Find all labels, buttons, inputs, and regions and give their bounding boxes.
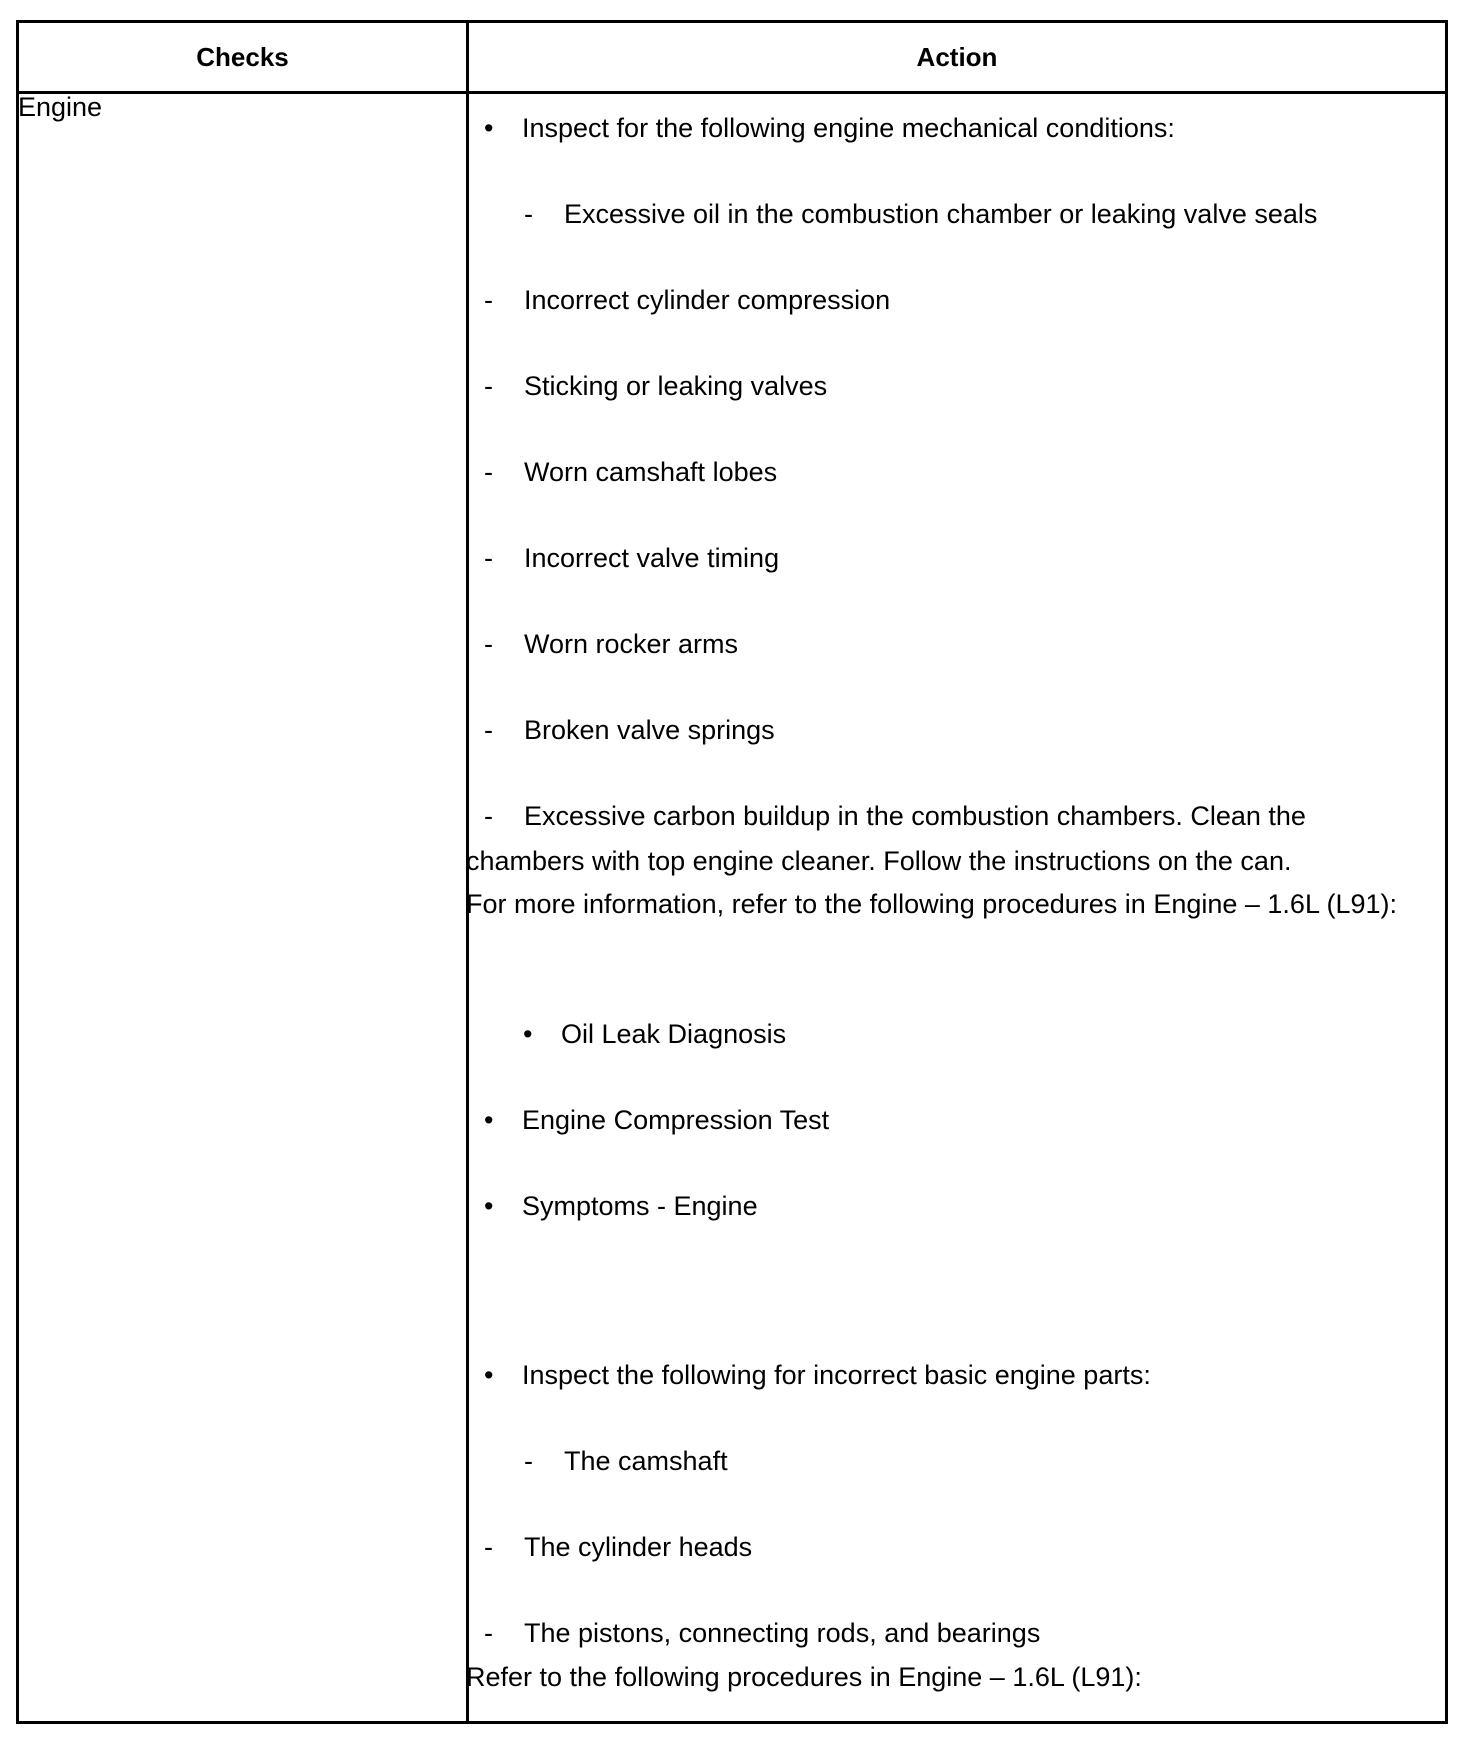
bullet-icon: •	[484, 1360, 494, 1390]
condition-item: Excessive carbon buildup in the combustion chambers. Clean the	[524, 801, 1306, 831]
carbon-continued-text: chambers with top engine cleaner. Follow the instructions on the can.	[466, 846, 1292, 876]
refer-text: Refer to the following procedures in Engine – 1.6L (L91):	[466, 1662, 1142, 1692]
procedure-link: Symptoms - Engine	[522, 1191, 758, 1221]
condition-item: Incorrect cylinder compression	[524, 285, 891, 315]
part-item: The camshaft	[564, 1446, 728, 1476]
dash-icon: -	[484, 543, 493, 573]
more-info-text: For more information, refer to the following procedures in Engine – 1.6L (L91):	[466, 889, 1397, 919]
procedure-link: Oil Leak Diagnosis	[561, 1019, 787, 1049]
condition-item: Sticking or leaking valves	[524, 371, 828, 401]
condition-item: Excessive oil in the combustion chamber or leaking valve seals	[564, 199, 1318, 229]
dash-icon: -	[524, 199, 533, 229]
bullet-icon: •	[484, 113, 494, 143]
condition-item: Worn rocker arms	[524, 629, 739, 659]
dash-icon: -	[484, 371, 493, 401]
dash-icon: -	[484, 801, 493, 831]
bullet-icon: •	[523, 1019, 533, 1049]
header-divider	[19, 91, 1445, 94]
action-intro-2: Inspect the following for incorrect basic engine parts:	[522, 1360, 1151, 1390]
dash-icon: -	[484, 629, 493, 659]
dash-icon: -	[484, 457, 493, 487]
dash-icon: -	[484, 715, 493, 745]
procedure-link: Engine Compression Test	[522, 1105, 830, 1135]
condition-item: Incorrect valve timing	[524, 543, 780, 573]
condition-item: Broken valve springs	[524, 715, 775, 745]
check-engine: Engine	[18, 92, 103, 122]
action-intro-1: Inspect for the following engine mechanical conditions:	[522, 113, 1175, 143]
dash-icon: -	[524, 1446, 533, 1476]
part-item: The pistons, connecting rods, and bearings	[524, 1618, 1041, 1648]
dash-icon: -	[484, 285, 493, 315]
action-column-header: Action	[916, 41, 998, 72]
part-item: The cylinder heads	[524, 1532, 753, 1562]
dash-icon: -	[484, 1618, 493, 1648]
checks-column-header: Checks	[196, 41, 289, 72]
dash-icon: -	[484, 1532, 493, 1562]
bullet-icon: •	[484, 1105, 494, 1135]
condition-item: Worn camshaft lobes	[524, 457, 778, 487]
bullet-icon: •	[484, 1191, 494, 1221]
